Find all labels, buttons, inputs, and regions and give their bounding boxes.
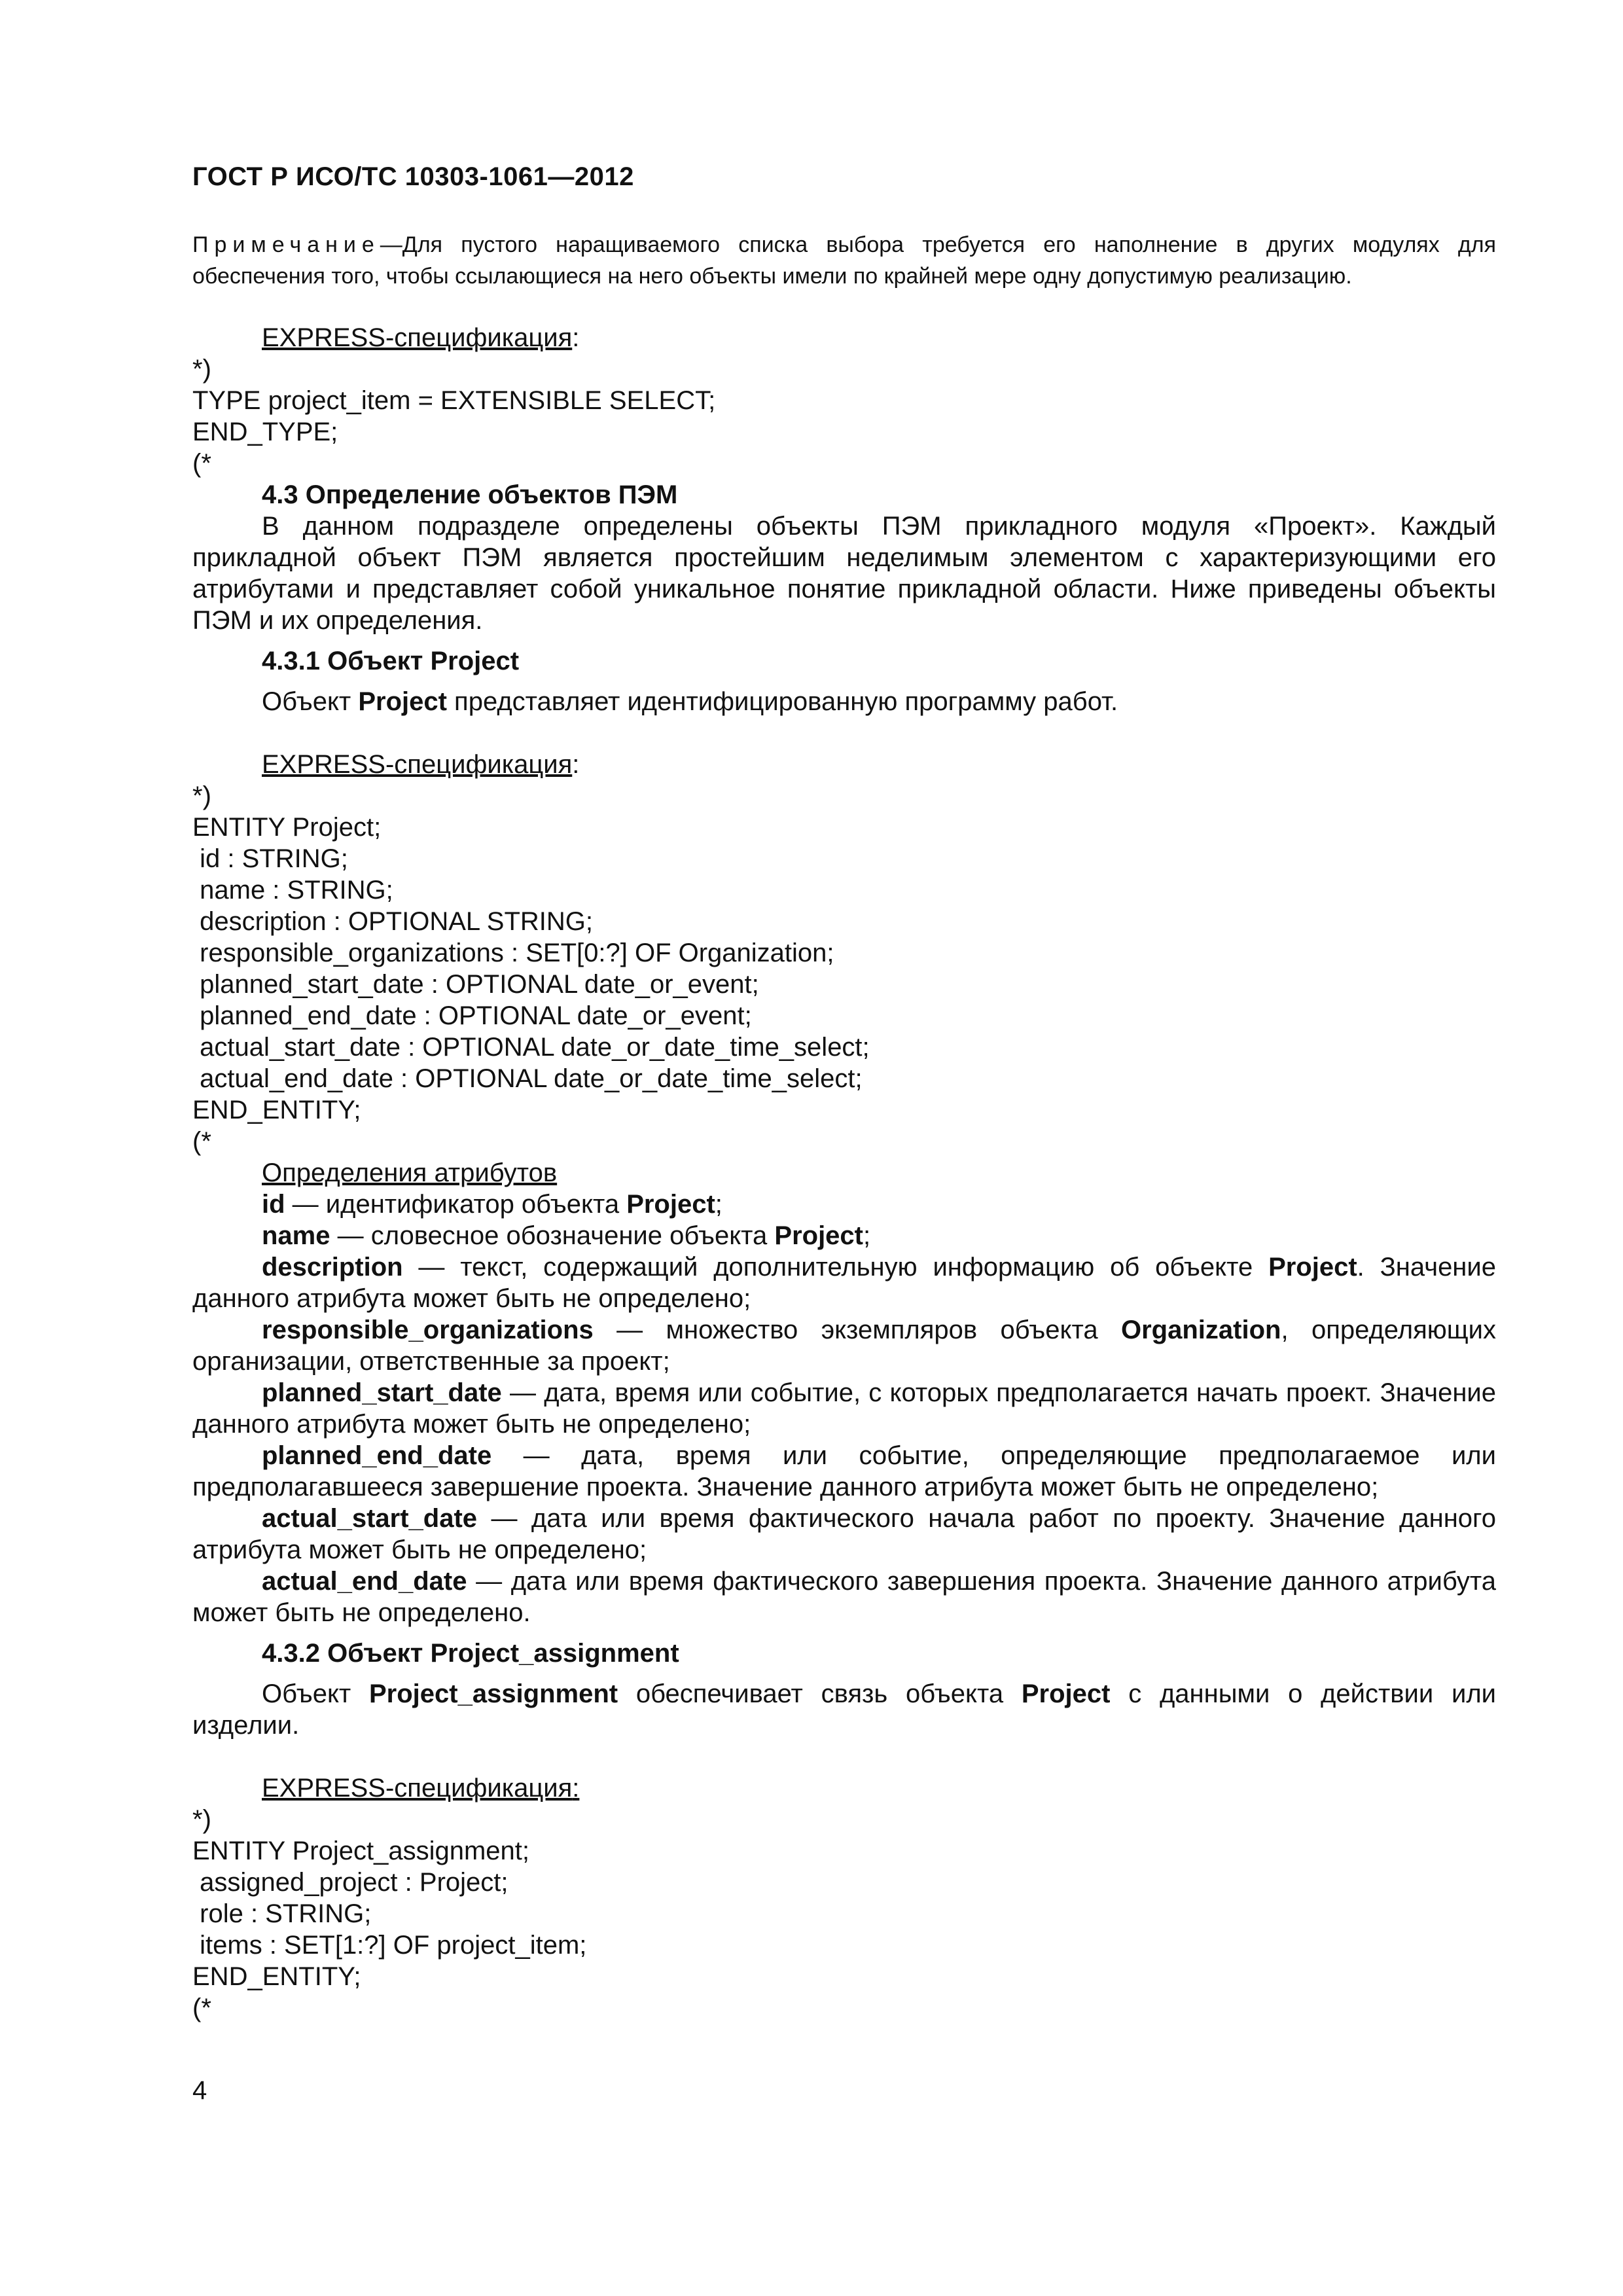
note-dash: — [380, 232, 402, 257]
code-attribute: responsible_organizations : SET[0:?] OF Organization; [200, 939, 834, 967]
attr-def-actual-end-date: actual_end_date — дата или время фактического завершения проекта. Значение данного атрибута может быть не определено. [192, 1567, 1496, 1627]
code-attribute: planned_start_date : OPTIONAL date_or_event; [200, 970, 759, 999]
page-number: 4 [192, 2076, 207, 2105]
section-text-4-3: В данном подразделе определены объекты ПЭМ прикладного модуля «Проект». Каждый прикладной объект ПЭМ является простейшим неделимым элементом с характеризующими его атрибутами и представляет собой уникальное понятие прикладной области. Ниже приведены объекты ПЭМ и их определения. [192, 512, 1496, 635]
attr-def-planned-end-date: planned_end_date — дата, время или событие, определяющие предполагаемое или предполагавшееся завершение проекта. Значение данного атрибута может быть не определено; [192, 1441, 1496, 1501]
express-spec-label-3: EXPRESS-спецификация: [262, 1774, 580, 1803]
section-text-4-3-2: Объект Project_assignment обеспечивает связь объекта Project с данными о действии или изделии. [192, 1679, 1497, 1740]
document-header: ГОСТ Р ИСО/ТС 10303-1061—2012 [192, 162, 634, 191]
note-label: Примечание [192, 232, 380, 257]
code-end-entity: END_ENTITY; [192, 1962, 361, 1991]
attr-def-actual-start-date: actual_start_date — дата или время фактического начала работ по проекту. Значение данного атрибута может быть не определено; [192, 1504, 1496, 1564]
code-close-3: (* [192, 1994, 211, 2022]
code-open-1: *) [192, 355, 211, 384]
code-open-2: *) [192, 781, 211, 810]
code-line: END_TYPE; [192, 418, 338, 446]
code-entity-project-assignment: ENTITY Project_assignment; [192, 1837, 530, 1865]
section-text-4-3-1: Объект Project представляет идентифицированную программу работ. [262, 687, 1118, 716]
code-attribute: role : STRING; [200, 1899, 372, 1928]
code-attribute: planned_end_date : OPTIONAL date_or_event; [200, 1001, 752, 1030]
express-spec-label-2: EXPRESS-спецификация: [262, 750, 580, 779]
main-content [192, 322, 1496, 2024]
code-open-3: *) [192, 1805, 211, 1834]
attr-def-id: id — идентификатор объекта Project; [262, 1190, 722, 1219]
section-heading-4-3: 4.3 Определение объектов ПЭМ [262, 480, 678, 509]
express-spec-label-1: EXPRESS-спецификация: [262, 323, 580, 352]
attr-defs-title: Определения атрибутов [262, 1158, 558, 1187]
attr-def-responsible-organizations: responsible_organizations — множество экземпляров объекта Organization, определяющих организации, ответственные за проект; [192, 1316, 1496, 1376]
note-text: Для пустого наращиваемого списка выбора требуется его наполнение в других модулях для обеспечения того, чтобы ссылающиеся на него объекты имели по крайней мере одну допустимую реализацию. [192, 232, 1496, 289]
note-paragraph [192, 229, 1496, 292]
attr-def-planned-start-date: planned_start_date — дата, время или событие, с которых предполагается начать проект. Значение данного атрибута может быть не определено; [192, 1378, 1496, 1439]
code-close-2: (* [192, 1127, 211, 1156]
attr-def-description: description — текст, содержащий дополнительную информацию об объекте Project. Значение данного атрибута может быть не определено; [192, 1253, 1496, 1313]
code-attribute: name : STRING; [200, 876, 393, 905]
section-heading-4-3-2: 4.3.2 Объект Project_assignment [262, 1639, 679, 1668]
code-entity-project: ENTITY Project; [192, 813, 382, 842]
code-close-1: (* [192, 449, 211, 478]
section-heading-4-3-1: 4.3.1 Объект Project [262, 647, 520, 675]
attr-def-name: name — словесное обозначение объекта Project; [262, 1221, 871, 1250]
code-line: TYPE project_item = EXTENSIBLE SELECT; [192, 386, 716, 415]
code-end-entity: END_ENTITY; [192, 1096, 361, 1124]
code-attribute: actual_end_date : OPTIONAL date_or_date_time_select; [200, 1064, 863, 1093]
code-attribute: assigned_project : Project; [200, 1868, 508, 1897]
code-attribute: description : OPTIONAL STRING; [200, 907, 594, 936]
code-attribute: id : STRING; [200, 844, 348, 873]
code-attribute: items : SET[1:?] OF project_item; [200, 1931, 587, 1960]
code-attribute: actual_start_date : OPTIONAL date_or_date_time_select; [200, 1033, 870, 1062]
